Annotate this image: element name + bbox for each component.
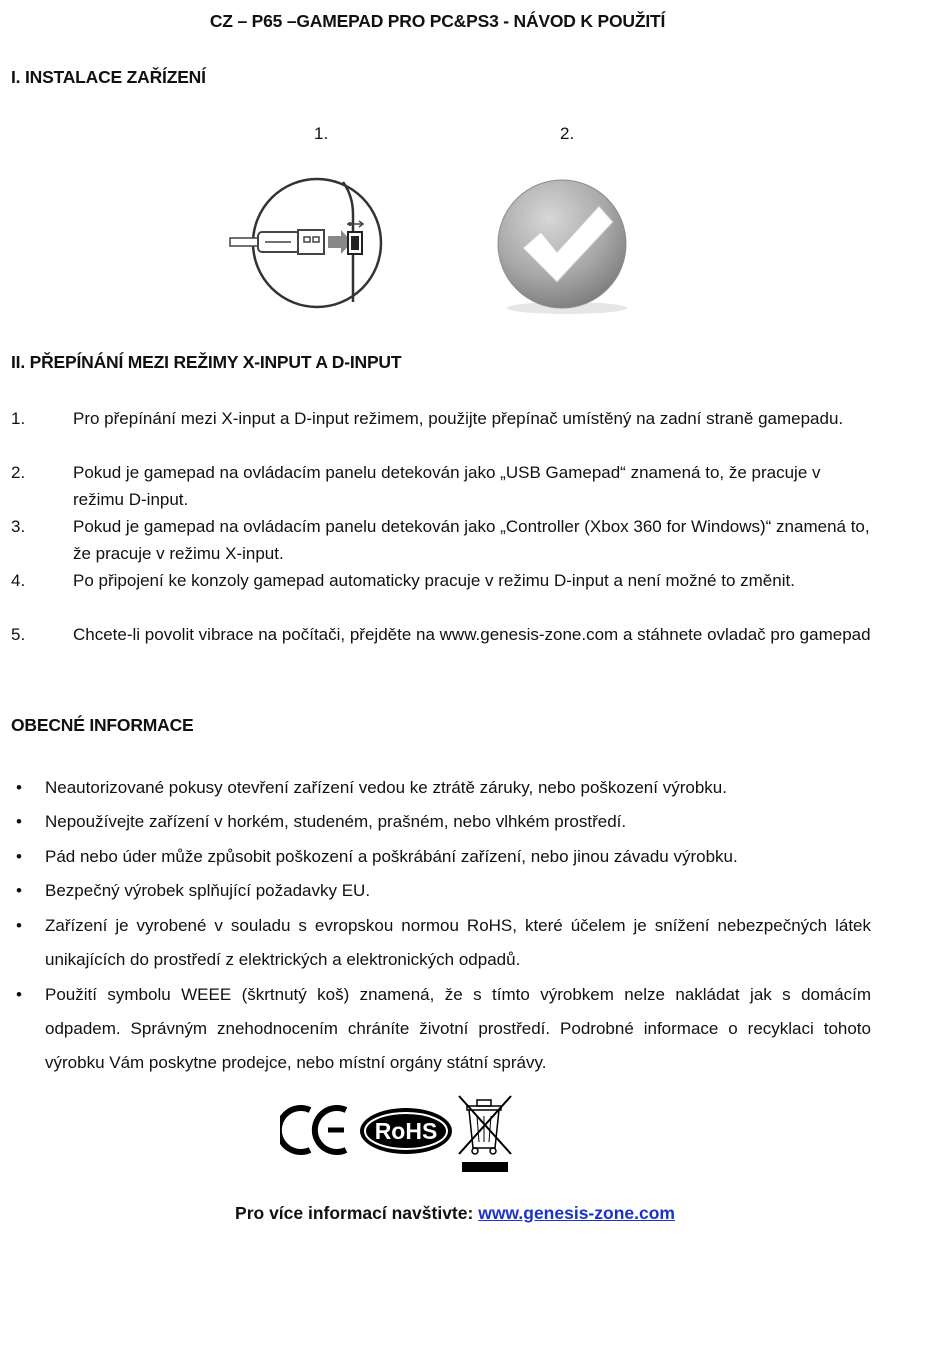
list-item-text: Pro přepínání mezi X-input a D-input režimem, použijte přepínač umístěný na zadní straně gamepadu. [73,409,844,428]
bullet-text: Neautorizované pokusy otevření zařízení vedou ke ztrátě záruky, nebo poškození výrobku. [45,778,727,797]
step-1-label: 1. [314,124,329,143]
list-item [11,567,871,594]
list-item [11,621,871,648]
bullet-text: Zařízení je vyrobené v souladu s evropskou normou RoHS, které účelem je snížení nebezpečných látek unikajících do prostředí z elektrických a elektronických odpadů. [45,916,871,969]
bullet-item [11,874,871,908]
ce-mark-icon [280,1104,352,1156]
bullet-icon: • [16,985,22,1004]
bullet-item [11,805,871,839]
list-item-number: 4. [11,571,26,590]
bullet-item [11,909,871,977]
usb-plug-icon [225,174,390,314]
bullet-text: Bezpečný výrobek splňující požadavky EU. [45,881,371,900]
bullet-text: Nepoužívejte zařízení v horkém, studeném, prašném, nebo vlhkém prostředí. [45,812,627,831]
step-2-label: 2. [560,124,575,143]
bullet-icon: • [16,881,22,900]
bullet-text: Použití symbolu WEEE (škrtnutý koš) znamená, že s tímto výrobkem nelze nakládat jak s domácím odpadem. Správným znehodnocením chráníte životní prostředí. Podrobné informace o recyklaci tohoto výrobku Vám poskytne prodejce, nebo místní orgány státní správy. [45,985,871,1072]
list-item-number: 3. [11,517,26,536]
page-title: CZ – P65 –GAMEPAD PRO PC&PS3 - NÁVOD K POUŽITÍ [209,11,666,31]
list-item [11,513,871,567]
section-2-heading: II. PŘEPÍNÁNÍ MEZI REŽIMY X-INPUT A D-INPUT [11,352,402,372]
list-item-number: 5. [11,625,26,644]
list-item-text: Pokud je gamepad na ovládacím panelu detekován jako „Controller (Xbox 360 for Windows)“ znamená to, že pracuje v režimu X-input. [73,517,870,563]
list-item [11,405,871,432]
bullet-item [11,978,871,1080]
list-item [11,459,871,513]
list-item-number: 1. [11,409,26,428]
website-link[interactable]: www.genesis-zone.com [478,1203,675,1223]
svg-text:RoHS: RoHS [374,1118,438,1144]
bullet-item [11,771,871,805]
section-3-heading: OBECNÉ INFORMACE [11,715,194,735]
list-item-text: Chcete-li povolit vibrace na počítači, přejděte na www.genesis-zone.com a stáhnete ovladač pro gamepad [73,625,871,644]
bullet-icon: • [16,847,22,866]
bullet-icon: • [16,778,22,797]
bullet-text: Pád nebo úder může způsobit poškození a poškrábání zařízení, nebo jinou závadu výrobku. [45,847,738,866]
section-1-heading: I. INSTALACE ZAŘÍZENÍ [11,67,206,87]
weee-bin-icon [455,1092,517,1174]
bullet-icon: • [16,812,22,831]
footer [0,1203,910,1224]
bullet-item [11,840,871,874]
list-item-text: Po připojení ke konzoly gamepad automaticky pracuje v režimu D-input a není možné to změnit. [73,571,795,590]
footer-text: Pro více informací navštivte: [235,1203,474,1223]
list-item-text: Pokud je gamepad na ovládacím panelu detekován jako „USB Gamepad“ znamená to, že pracuje v režimu D-input. [73,463,821,509]
list-item-number: 2. [11,463,26,482]
rohs-logo-icon [358,1106,454,1156]
checkmark-icon [495,176,639,316]
bullet-icon: • [16,916,22,935]
